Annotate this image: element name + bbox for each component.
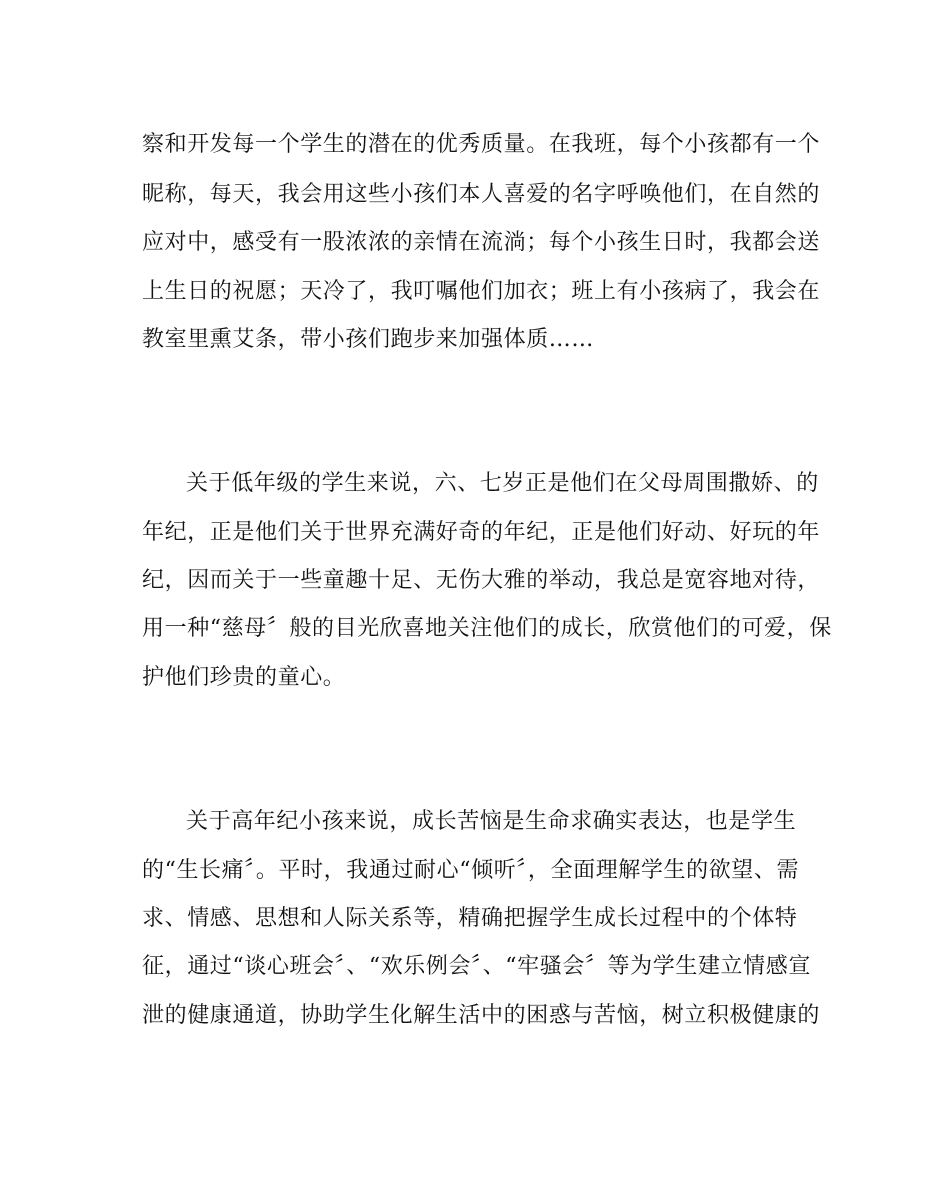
text-line: 昵称，每天，我会用这些小孩们本人喜爱的名字呼唤他们，在自然的 xyxy=(142,182,821,207)
text-line: 关于低年级的学生来说，六、七岁正是他们在父母周围撒娇、的 xyxy=(186,471,819,496)
text-line: 察和开发每一个学生的潜在的优秀质量。在我班，每个小孩都有一个 xyxy=(142,132,821,157)
text-line: 护他们珍贵的童心。 xyxy=(142,665,346,690)
text-line: 关于高年纪小孩来说，成长苦恼是生命求确实表达，也是学生 xyxy=(186,809,797,834)
text-line: 应对中，感受有一股浓浓的亲情在流淌；每个小孩生日时，我都会送 xyxy=(142,230,821,255)
text-line: 的“生长痛〞。平时，我通过耐心“倾听〞，全面理解学生的欲望、需 xyxy=(142,858,800,883)
text-line: 教室里熏艾条，带小孩们跑步来加强体质…… xyxy=(142,327,595,352)
text-line: 年纪，正是他们关于世界充满好奇的年纪，正是他们好动、好玩的年 xyxy=(142,520,821,545)
text-line: 求、情感、思想和人际关系等，精确把握学生成长过程中的个体特 xyxy=(142,906,798,931)
text-line: 纪，因而关于一些童趣十足、无伤大雅的举动，我总是宽容地对待， xyxy=(142,568,821,593)
text-line: 上生日的祝愿；天冷了，我叮嘱他们加衣；班上有小孩病了，我会在 xyxy=(142,279,821,304)
text-line: 用一种“慈母〞般的目光欣喜地关注他们的成长，欣赏他们的可爱，保 xyxy=(142,616,832,641)
text-line: 泄的健康通道，协助学生化解生活中的困惑与苦恼，树立积极健康的 xyxy=(142,1003,821,1028)
text-line: 征，通过“谈心班会〞、“欢乐例会〞、“牢骚会〞等为学生建立情感宣 xyxy=(142,954,811,979)
